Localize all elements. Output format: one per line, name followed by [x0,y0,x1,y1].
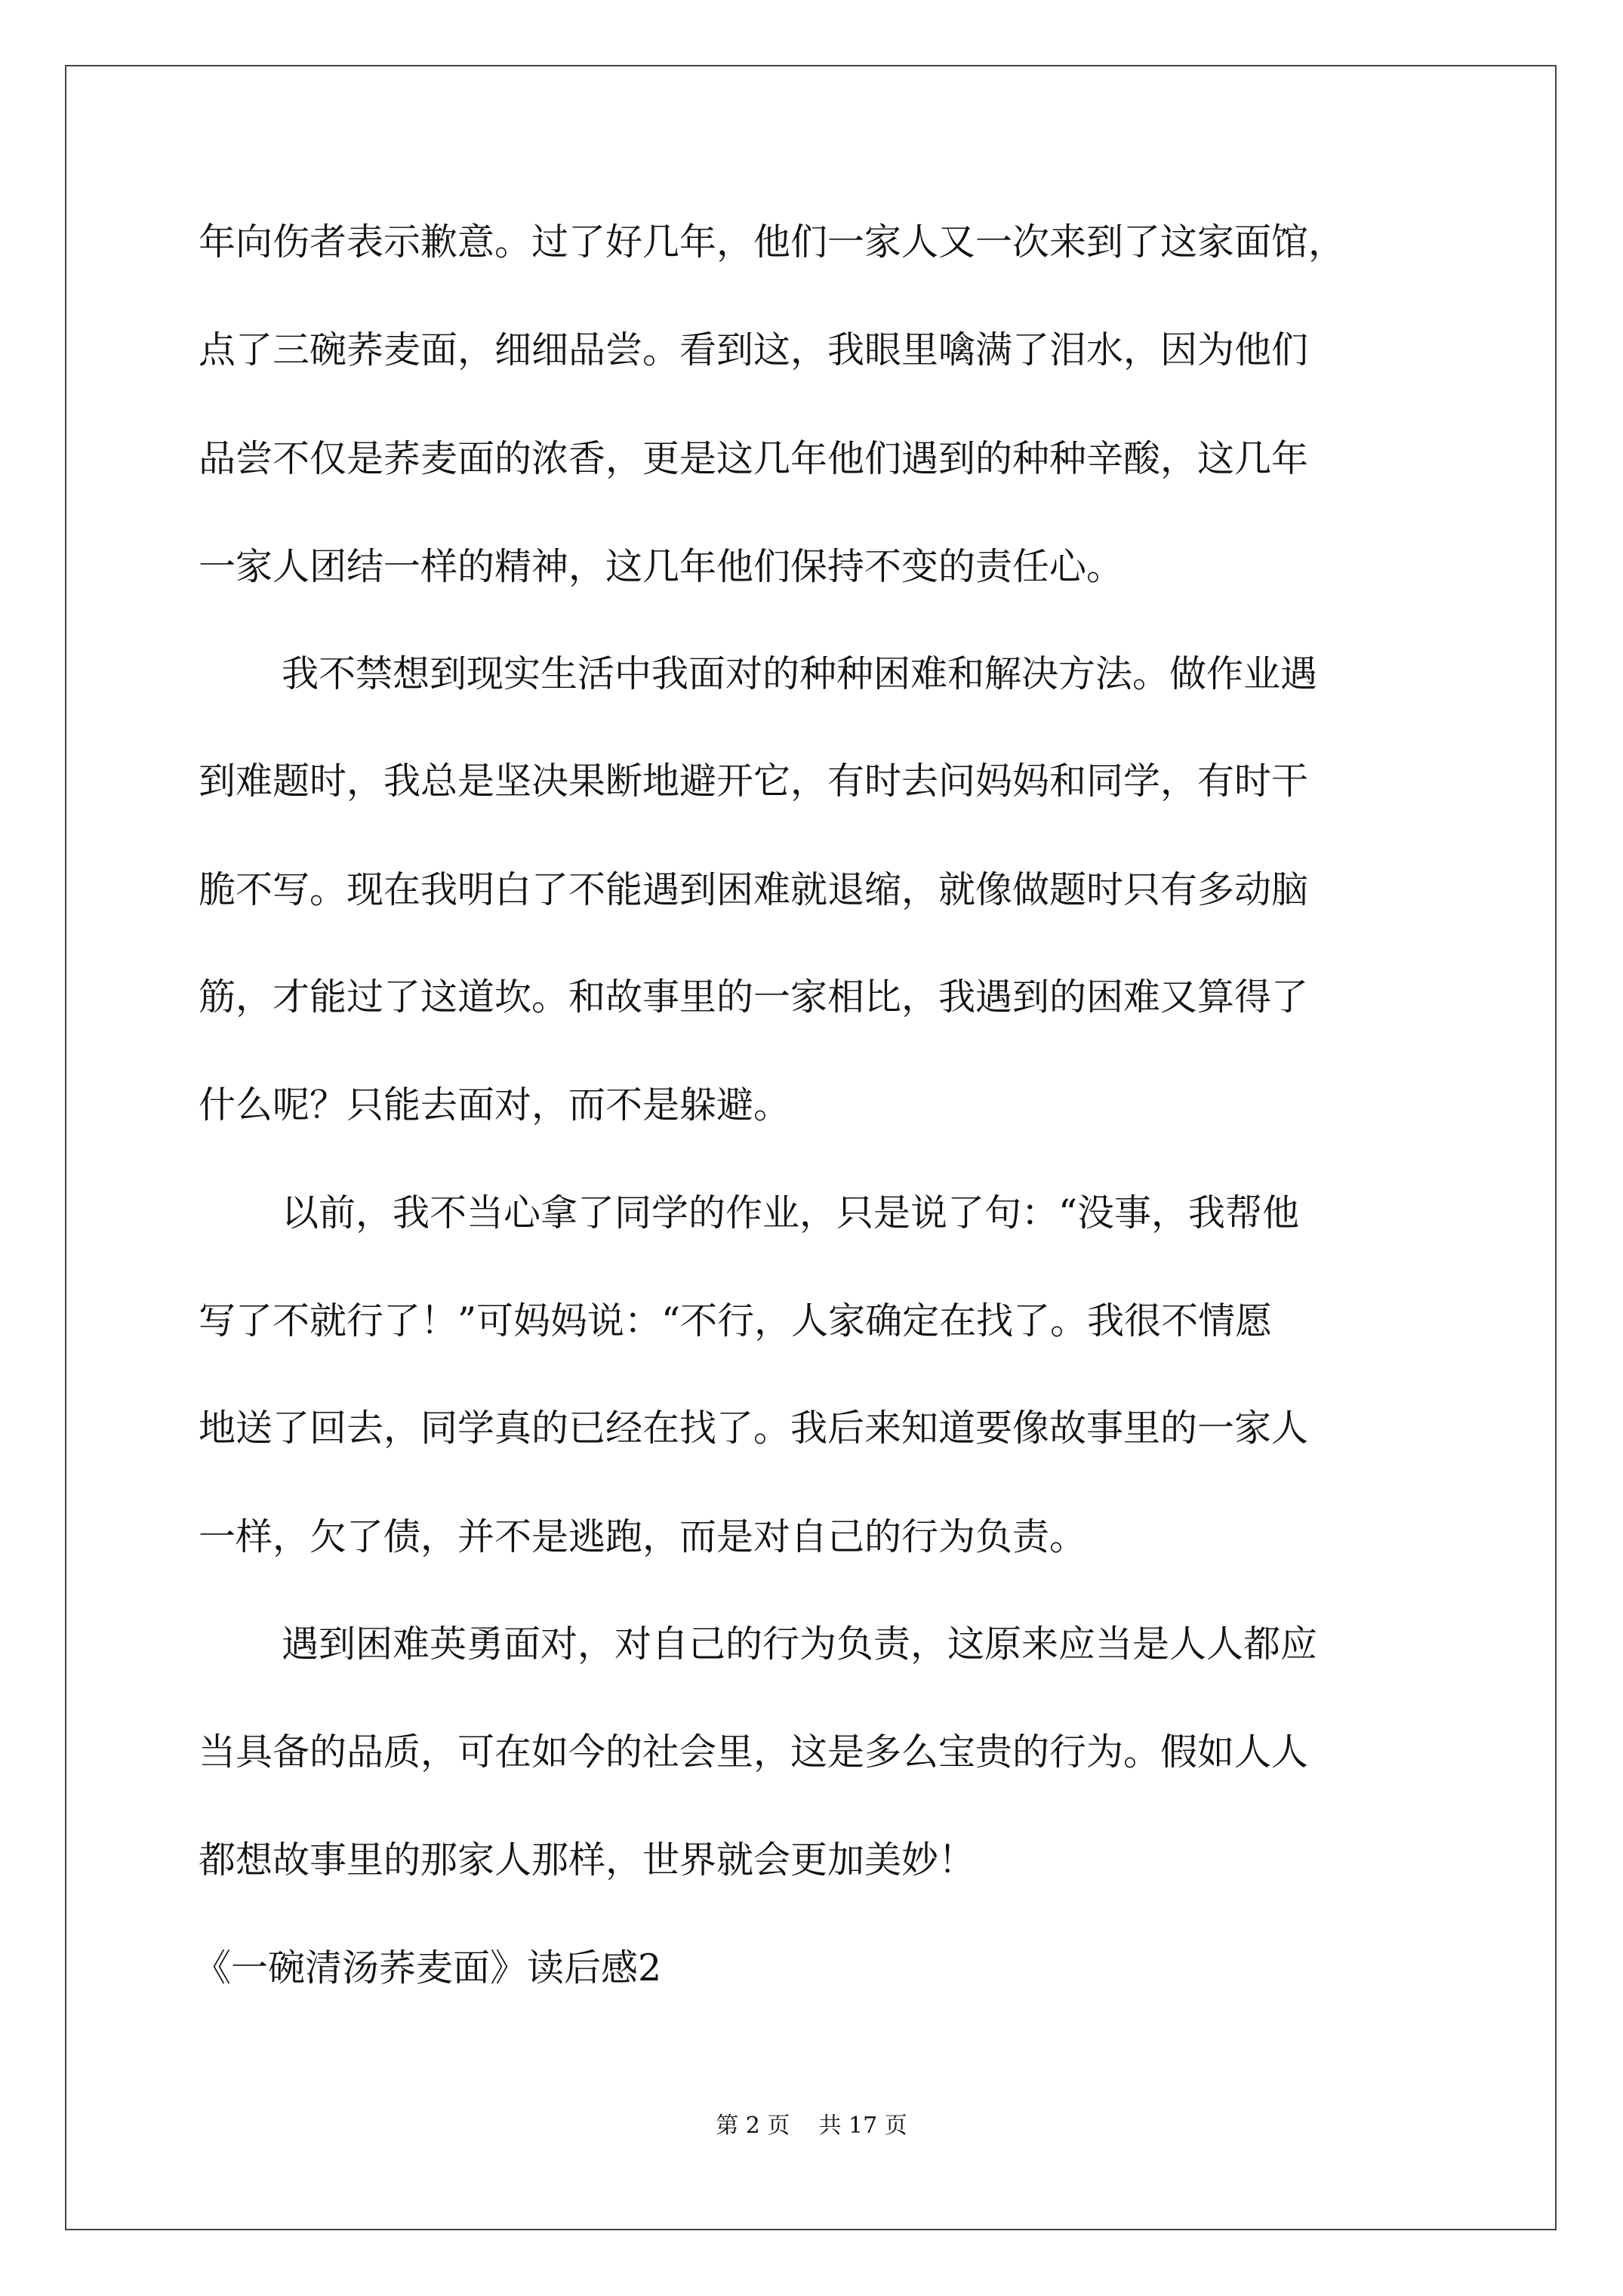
text-line-15: 当具备的品质，可在如今的社会里，这是多么宝贵的行为。假如人人 [199,1730,1309,1774]
text-line-10: 以前，我不当心拿了同学的作业，只是说了句：“没事，我帮他 [282,1191,1300,1234]
page-border [65,65,1557,2230]
text-line-12: 地送了回去，同学真的已经在找了。我后来知道要像故事里的一家人 [199,1407,1309,1450]
text-line-6: 到难题时，我总是坚决果断地避开它，有时去问妈妈和同学，有时干 [199,760,1309,803]
text-line-16: 都想故事里的那家人那样，世界就会更加美妙！ [199,1838,976,1881]
page-number-footer: 第 2 页 共 17 页 [716,2113,907,2139]
text-line-11: 写了不就行了！”可妈妈说：“不行，人家确定在找了。我很不情愿 [199,1299,1273,1342]
text-line-9: 什么呢？只能去面对，而不是躲避。 [199,1083,791,1126]
text-line-8: 筋，才能过了这道坎。和故事里的一家相比，我遇到的困难又算得了 [199,975,1309,1019]
text-line-2: 点了三碗荞麦面，细细品尝。看到这，我眼里噙满了泪水，因为他们 [199,328,1309,371]
text-line-13: 一样，欠了债，并不是逃跑，而是对自己的行为负责。 [199,1515,1087,1558]
text-line-1: 年向伤者表示歉意。过了好几年，他们一家人又一次来到了这家面馆， [199,220,1346,264]
text-line-4: 一家人团结一样的精神，这几年他们保持不变的责任心。 [199,545,1124,588]
section-title: 《一碗清汤荞麦面》读后感2 [194,1946,662,1989]
text-line-5: 我不禁想到现实生活中我面对的种种困难和解决方法。做作业遇 [282,652,1318,695]
text-line-3: 品尝不仅是荞麦面的浓香，更是这几年他们遇到的种种辛酸，这几年 [199,437,1309,480]
text-line-7: 脆不写。现在我明白了不能遇到困难就退缩，就像做题时只有多动脑 [199,868,1309,911]
text-line-14: 遇到困难英勇面对，对自己的行为负责，这原来应当是人人都应 [282,1623,1318,1666]
